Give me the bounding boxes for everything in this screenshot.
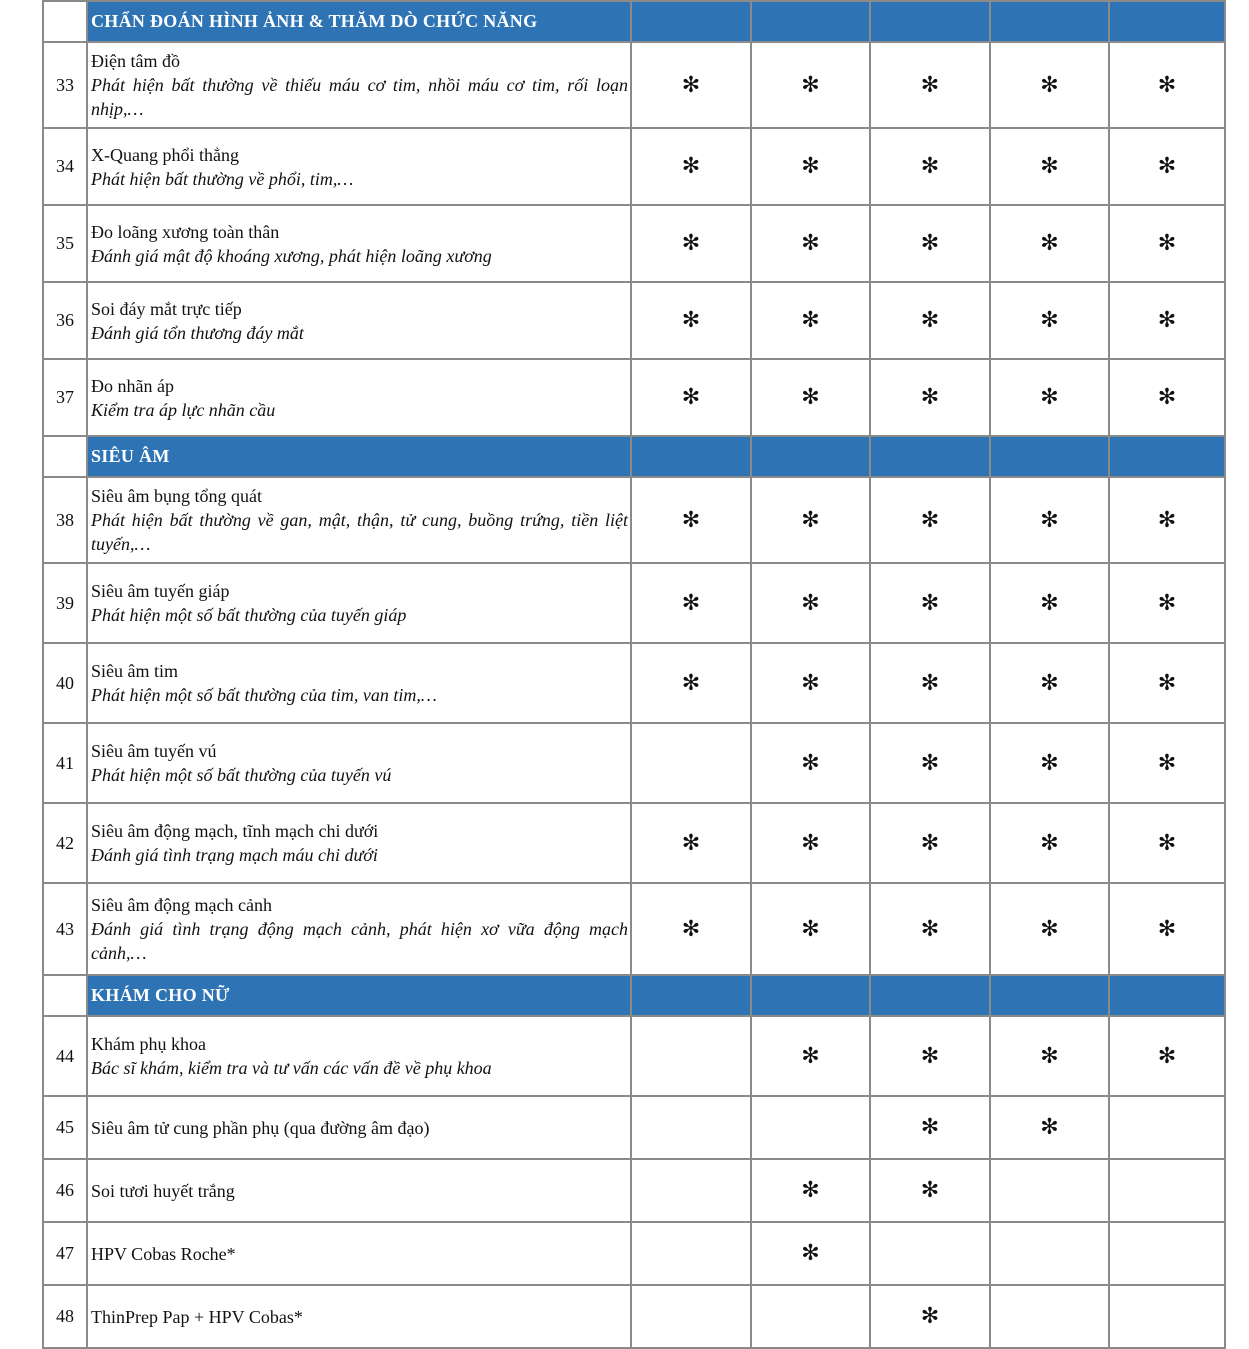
included-asterisk-icon: ✻: [1157, 154, 1177, 179]
package-2-cell: [751, 1096, 870, 1159]
package-4-cell: [990, 128, 1109, 205]
service-description: Kiểm tra áp lực nhãn cầu: [91, 399, 276, 420]
included-asterisk-icon: ✻: [681, 308, 701, 333]
package-4-cell: [990, 1159, 1109, 1222]
table-row: [43, 1096, 1225, 1159]
package-1-cell: [631, 803, 751, 883]
table-row: [43, 359, 1225, 436]
row-number: 41: [43, 723, 87, 803]
section-package-cell: [1109, 975, 1225, 1016]
package-5-cell: [1109, 128, 1225, 205]
included-asterisk-icon: ✻: [920, 750, 940, 776]
service-name: Khám phụ khoa: [91, 1034, 206, 1054]
service-description: Đánh giá tổn thương đáy mắt: [91, 322, 304, 343]
included-asterisk-icon: ✻: [1157, 830, 1177, 856]
included-asterisk-icon: ✻: [1040, 1115, 1059, 1140]
section-header-row: [43, 975, 1225, 1016]
row-number: 35: [43, 205, 87, 282]
package-4-cell: [990, 1016, 1109, 1096]
included-asterisk-icon: ✻: [681, 670, 701, 696]
package-1-cell: [631, 1159, 751, 1222]
package-2-cell: [751, 1222, 870, 1285]
service-cell: [87, 883, 631, 975]
service-description: Phát hiện bất thường về thiếu máu cơ tim, nhồi máu cơ tim, rối loạn nhịp,…: [91, 75, 628, 119]
included-asterisk-icon: ✻: [801, 1178, 820, 1203]
included-asterisk-icon: ✻: [681, 507, 701, 533]
table-row: [43, 883, 1225, 975]
included-asterisk-icon: ✻: [920, 916, 940, 942]
section-package-cell: [751, 1, 870, 42]
included-asterisk-icon: ✻: [920, 507, 940, 533]
section-header-row: [43, 1, 1225, 42]
service-cell: [87, 42, 631, 128]
package-3-cell: [870, 563, 990, 643]
package-4-cell: [990, 1285, 1109, 1348]
row-number: 43: [43, 883, 87, 975]
included-asterisk-icon: ✻: [801, 1043, 820, 1069]
package-3-cell: [870, 477, 990, 563]
service-name: Siêu âm động mạch cảnh: [91, 895, 272, 915]
section-title: SIÊU ÂM: [87, 436, 631, 477]
service-cell: [87, 723, 631, 803]
health-package-table: [42, 0, 1226, 1349]
table-row: [43, 1285, 1225, 1348]
package-2-cell: [751, 723, 870, 803]
included-asterisk-icon: ✻: [1040, 750, 1059, 776]
included-asterisk-icon: ✻: [1040, 1043, 1059, 1069]
service-cell: [87, 205, 631, 282]
service-name: Điện tâm đồ: [91, 51, 180, 71]
section-number-cell: [43, 975, 87, 1016]
package-1-cell: [631, 723, 751, 803]
table-row: [43, 1222, 1225, 1285]
package-5-cell: [1109, 803, 1225, 883]
service-name: X-Quang phổi thẳng: [91, 144, 239, 165]
table-row: [43, 42, 1225, 128]
section-header-row: [43, 436, 1225, 477]
package-3-cell: [870, 205, 990, 282]
service-cell: [87, 128, 631, 205]
package-1-cell: [631, 282, 751, 359]
section-package-cell: [751, 975, 870, 1016]
service-name: Siêu âm bụng tổng quát: [91, 486, 262, 506]
package-3-cell: [870, 1159, 990, 1222]
package-5-cell: [1109, 1159, 1225, 1222]
table-row: [43, 477, 1225, 563]
package-4-cell: [990, 643, 1109, 723]
row-number: 48: [43, 1285, 87, 1348]
package-2-cell: [751, 282, 870, 359]
service-description: Phát hiện bất thường về gan, mật, thận, tử cung, buồng trứng, tiền liệt tuyến,…: [91, 510, 628, 554]
included-asterisk-icon: ✻: [920, 154, 940, 179]
table-row: [43, 1016, 1225, 1096]
service-name: Siêu âm tử cung phần phụ (qua đường âm đạo): [91, 1117, 430, 1138]
included-asterisk-icon: ✻: [1157, 1043, 1177, 1069]
section-package-cell: [631, 975, 751, 1016]
service-cell: [87, 1222, 631, 1285]
service-name: Đo loãng xương toàn thân: [91, 221, 280, 242]
included-asterisk-icon: ✻: [920, 1043, 940, 1069]
included-asterisk-icon: ✻: [1157, 308, 1177, 333]
service-description: Phát hiện một số bất thường của tuyến giáp: [91, 605, 407, 625]
service-cell: [87, 1285, 631, 1348]
package-2-cell: [751, 359, 870, 436]
package-1-cell: [631, 359, 751, 436]
package-1-cell: [631, 128, 751, 205]
package-4-cell: [990, 803, 1109, 883]
row-number: 39: [43, 563, 87, 643]
package-3-cell: [870, 282, 990, 359]
package-2-cell: [751, 883, 870, 975]
package-2-cell: [751, 1159, 870, 1222]
included-asterisk-icon: ✻: [801, 830, 820, 856]
service-description: Đánh giá mật độ khoáng xương, phát hiện loãng xương: [91, 245, 492, 266]
included-asterisk-icon: ✻: [1157, 72, 1177, 98]
service-cell: [87, 643, 631, 723]
package-3-cell: [870, 359, 990, 436]
package-5-cell: [1109, 883, 1225, 975]
service-description: Đánh giá tình trạng mạch máu chi dưới: [91, 845, 378, 865]
table-row: [43, 803, 1225, 883]
service-cell: [87, 1159, 631, 1222]
included-asterisk-icon: ✻: [1157, 590, 1177, 616]
package-4-cell: [990, 1222, 1109, 1285]
package-1-cell: [631, 42, 751, 128]
included-asterisk-icon: ✻: [1040, 590, 1059, 616]
package-5-cell: [1109, 42, 1225, 128]
package-5-cell: [1109, 1016, 1225, 1096]
service-description: Phát hiện một số bất thường của tuyến vú: [91, 765, 392, 785]
section-package-cell: [1109, 436, 1225, 477]
section-package-cell: [870, 1, 990, 42]
service-description: Đánh giá tình trạng động mạch cảnh, phát hiện xơ vữa động mạch cảnh,…: [91, 919, 628, 963]
service-name: Siêu âm tuyến giáp: [91, 581, 230, 601]
included-asterisk-icon: ✻: [801, 916, 820, 942]
table-row: [43, 128, 1225, 205]
included-asterisk-icon: ✻: [1040, 231, 1059, 256]
included-asterisk-icon: ✻: [1157, 385, 1177, 410]
section-package-cell: [990, 975, 1109, 1016]
included-asterisk-icon: ✻: [920, 670, 940, 696]
package-5-cell: [1109, 477, 1225, 563]
table-row: [43, 723, 1225, 803]
section-package-cell: [990, 1, 1109, 42]
included-asterisk-icon: ✻: [681, 154, 701, 179]
package-5-cell: [1109, 282, 1225, 359]
section-number-cell: [43, 1, 87, 42]
included-asterisk-icon: ✻: [1157, 670, 1177, 696]
included-asterisk-icon: ✻: [681, 590, 701, 616]
service-cell: [87, 282, 631, 359]
row-number: 36: [43, 282, 87, 359]
package-1-cell: [631, 883, 751, 975]
service-name: Siêu âm tim: [91, 661, 178, 681]
included-asterisk-icon: ✻: [801, 507, 820, 533]
service-description: Phát hiện một số bất thường của tim, van tim,…: [91, 685, 437, 705]
package-2-cell: [751, 477, 870, 563]
included-asterisk-icon: ✻: [1157, 750, 1177, 776]
package-5-cell: [1109, 563, 1225, 643]
section-package-cell: [990, 436, 1109, 477]
included-asterisk-icon: ✻: [681, 72, 701, 98]
service-cell: [87, 563, 631, 643]
package-2-cell: [751, 1016, 870, 1096]
included-asterisk-icon: ✻: [920, 385, 940, 410]
service-name: Đo nhãn áp: [91, 375, 174, 396]
package-4-cell: [990, 42, 1109, 128]
package-3-cell: [870, 1222, 990, 1285]
package-5-cell: [1109, 723, 1225, 803]
package-2-cell: [751, 205, 870, 282]
section-title: CHẨN ĐOÁN HÌNH ẢNH & THĂM DÒ CHỨC NĂNG: [87, 1, 631, 42]
package-5-cell: [1109, 643, 1225, 723]
service-description: Bác sĩ khám, kiểm tra và tư vấn các vấn đề về phụ khoa: [91, 1058, 492, 1078]
table-row: [43, 563, 1225, 643]
included-asterisk-icon: ✻: [1040, 830, 1059, 856]
package-5-cell: [1109, 1222, 1225, 1285]
package-1-cell: [631, 643, 751, 723]
included-asterisk-icon: ✻: [920, 72, 940, 98]
row-number: 34: [43, 128, 87, 205]
row-number: 45: [43, 1096, 87, 1159]
included-asterisk-icon: ✻: [801, 385, 820, 410]
package-4-cell: [990, 205, 1109, 282]
table-row: [43, 1159, 1225, 1222]
package-1-cell: [631, 1222, 751, 1285]
section-package-cell: [870, 436, 990, 477]
package-3-cell: [870, 1285, 990, 1348]
package-5-cell: [1109, 1096, 1225, 1159]
package-4-cell: [990, 723, 1109, 803]
table-row: [43, 643, 1225, 723]
package-table-wrapper: [42, 0, 1226, 1349]
section-package-cell: [1109, 1, 1225, 42]
package-1-cell: [631, 1016, 751, 1096]
service-name: Soi tươi huyết trắng: [91, 1180, 235, 1201]
row-number: 40: [43, 643, 87, 723]
package-1-cell: [631, 205, 751, 282]
included-asterisk-icon: ✻: [920, 830, 940, 856]
row-number: 38: [43, 477, 87, 563]
package-3-cell: [870, 803, 990, 883]
row-number: 33: [43, 42, 87, 128]
service-cell: [87, 803, 631, 883]
package-5-cell: [1109, 205, 1225, 282]
included-asterisk-icon: ✻: [1040, 916, 1059, 942]
included-asterisk-icon: ✻: [1157, 507, 1177, 533]
service-cell: [87, 359, 631, 436]
row-number: 44: [43, 1016, 87, 1096]
included-asterisk-icon: ✻: [801, 231, 820, 256]
row-number: 47: [43, 1222, 87, 1285]
package-4-cell: [990, 1096, 1109, 1159]
package-1-cell: [631, 1096, 751, 1159]
included-asterisk-icon: ✻: [1157, 231, 1177, 256]
package-1-cell: [631, 1285, 751, 1348]
included-asterisk-icon: ✻: [801, 72, 820, 98]
package-2-cell: [751, 42, 870, 128]
package-3-cell: [870, 883, 990, 975]
included-asterisk-icon: ✻: [681, 385, 701, 410]
included-asterisk-icon: ✻: [681, 916, 701, 942]
section-package-cell: [631, 1, 751, 42]
included-asterisk-icon: ✻: [681, 830, 701, 856]
row-number: 42: [43, 803, 87, 883]
package-2-cell: [751, 563, 870, 643]
included-asterisk-icon: ✻: [1157, 916, 1177, 942]
package-1-cell: [631, 477, 751, 563]
included-asterisk-icon: ✻: [1040, 385, 1059, 410]
included-asterisk-icon: ✻: [1040, 154, 1059, 179]
included-asterisk-icon: ✻: [920, 590, 940, 616]
package-2-cell: [751, 643, 870, 723]
included-asterisk-icon: ✻: [681, 231, 701, 256]
included-asterisk-icon: ✻: [801, 590, 820, 616]
service-cell: [87, 1016, 631, 1096]
section-package-cell: [751, 436, 870, 477]
package-5-cell: [1109, 1285, 1225, 1348]
table-row: [43, 205, 1225, 282]
service-name: Siêu âm động mạch, tĩnh mạch chi dưới: [91, 821, 379, 841]
included-asterisk-icon: ✻: [920, 1115, 940, 1140]
included-asterisk-icon: ✻: [801, 154, 820, 179]
package-4-cell: [990, 883, 1109, 975]
package-1-cell: [631, 563, 751, 643]
service-cell: [87, 1096, 631, 1159]
included-asterisk-icon: ✻: [920, 231, 940, 256]
section-title: KHÁM CHO NỮ: [87, 975, 631, 1016]
table-row: [43, 282, 1225, 359]
row-number: 46: [43, 1159, 87, 1222]
package-4-cell: [990, 563, 1109, 643]
included-asterisk-icon: ✻: [801, 308, 820, 333]
included-asterisk-icon: ✻: [920, 1304, 940, 1329]
included-asterisk-icon: ✻: [1040, 308, 1059, 333]
package-4-cell: [990, 477, 1109, 563]
package-3-cell: [870, 128, 990, 205]
section-package-cell: [631, 436, 751, 477]
package-5-cell: [1109, 359, 1225, 436]
package-2-cell: [751, 128, 870, 205]
package-3-cell: [870, 723, 990, 803]
row-number: 37: [43, 359, 87, 436]
included-asterisk-icon: ✻: [1040, 507, 1059, 533]
service-name: Soi đáy mắt trực tiếp: [91, 298, 242, 319]
service-description: Phát hiện bất thường về phổi, tim,…: [91, 168, 354, 189]
table-body: [43, 1, 1225, 1348]
service-name: Siêu âm tuyến vú: [91, 741, 217, 761]
service-name: HPV Cobas Roche*: [91, 1243, 236, 1264]
package-3-cell: [870, 1016, 990, 1096]
included-asterisk-icon: ✻: [801, 670, 820, 696]
included-asterisk-icon: ✻: [1040, 72, 1059, 98]
package-3-cell: [870, 643, 990, 723]
service-name: ThinPrep Pap + HPV Cobas*: [91, 1306, 303, 1327]
package-2-cell: [751, 803, 870, 883]
service-cell: [87, 477, 631, 563]
package-4-cell: [990, 359, 1109, 436]
package-4-cell: [990, 282, 1109, 359]
section-package-cell: [870, 975, 990, 1016]
included-asterisk-icon: ✻: [1040, 670, 1059, 696]
included-asterisk-icon: ✻: [801, 750, 820, 776]
package-3-cell: [870, 1096, 990, 1159]
section-number-cell: [43, 436, 87, 477]
included-asterisk-icon: ✻: [801, 1241, 820, 1266]
included-asterisk-icon: ✻: [920, 308, 940, 333]
package-3-cell: [870, 42, 990, 128]
included-asterisk-icon: ✻: [920, 1178, 940, 1203]
package-2-cell: [751, 1285, 870, 1348]
